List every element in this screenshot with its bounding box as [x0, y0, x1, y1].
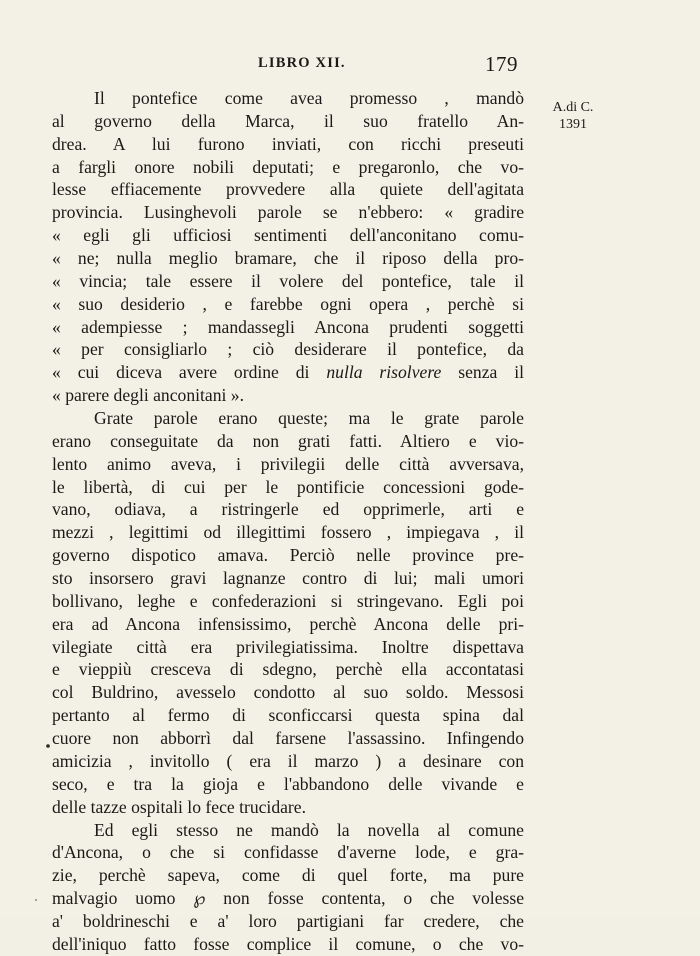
text-line: seco, e tra la gioja e l'abbandono delle vivande e — [52, 773, 524, 794]
text-line: « per consigliarlo ; ciò desiderare il pontefice, da — [52, 339, 524, 360]
text-line: « parere degli anconitani ». — [52, 385, 244, 406]
text-line: governo dispotico amava. Perciò nelle province pre- — [52, 545, 524, 566]
margin-note-era: A.di C. — [552, 100, 594, 115]
text-line: « ne; nulla meglio bramare, che il riposo della pro- — [52, 248, 524, 269]
text-line: vilegiate città era privilegiatissima. Inoltre dispettava — [52, 636, 524, 657]
page-number: 179 — [485, 52, 518, 76]
text-line: « adempiesse ; mandassegli Ancona prudenti soggetti — [52, 316, 524, 337]
text-line: provincia. Lusinghevoli parole se n'ebbero: « gradire — [52, 202, 524, 223]
book-section-label: LIBRO XII. — [258, 55, 346, 71]
text-line: cuore non abborrì dal farsene l'assassino. Infingendo — [52, 728, 524, 749]
text-line: Grate parole erano queste; ma le grate parole — [94, 408, 524, 429]
text-line: col Buldrino, avesselo condotto al suo soldo. Messosi — [52, 682, 524, 703]
text-line: e vieppiù cresceva di sdegno, perchè ella accontatasi — [52, 659, 524, 680]
text-line: vano, odiava, a ristringerle ed opprimerle, arti e — [52, 499, 524, 520]
text-line: drea. A lui furono inviati, con ricchi preseuti — [52, 133, 524, 154]
text-line: amicizia , invitollo ( era il marzo ) a desinare con — [52, 750, 524, 771]
text-line: zie, perchè sapeva, come di quel forte, ma pure — [52, 865, 524, 886]
text-line: lento animo aveva, i privilegii delle città avversava, — [52, 453, 524, 474]
text-line: malvagio uomo ℘ non fosse contenta, o che volesse — [52, 888, 524, 909]
text-line: erano conseguitate da non grati fatti. Altiero e vio- — [52, 430, 524, 451]
italic-phrase: nulla risolvere — [326, 362, 442, 383]
text-line: Ed egli stesso ne mandò la novella al comune — [94, 819, 524, 840]
text-line: al governo della Marca, il suo fratello An- — [52, 110, 524, 131]
text-line: era ad Ancona infensissimo, perchè Ancona delle pri- — [52, 613, 524, 634]
text-line: dell'iniquo fatto fosse complice il comune, o che vo- — [52, 933, 524, 954]
text-line: « cui diceva avere ordine di nulla risolvere senza il — [52, 362, 524, 383]
ink-speck — [35, 899, 37, 901]
text-line: sto insorsero gravi lagnanze contro di lui; mali umori — [52, 568, 524, 589]
text-line: « egli gli ufficiosi sentimenti dell'anconitano comu- — [52, 225, 524, 246]
text-line: d'Ancona, o che si confidasse d'averne lode, e gra- — [52, 842, 524, 863]
text-line: le libertà, di cui per le pontificie concessioni gode- — [52, 476, 524, 497]
text-line: Il pontefice come avea promesso , mandò — [94, 88, 524, 108]
text-line: lesse effiacemente provvedere alla quiete dell'agitata — [52, 179, 524, 200]
text-line: bollivano, leghe e confederazioni si stringevano. Egli poi — [52, 590, 524, 611]
margin-note-year: 1391 — [559, 117, 587, 132]
text-line: delle tazze ospitali lo fece trucidare. — [52, 796, 306, 817]
text-line: mezzi , legittimi od illegittimi fossero , impiegava , il — [52, 522, 524, 543]
text-line: « vincia; tale essere il volere del pontefice, tale il — [52, 270, 524, 291]
ink-speck — [46, 744, 50, 748]
text-line: a fargli onore nobili deputati; e pregaronlo, che vo- — [52, 156, 524, 177]
text-line: a' boldrineschi e a' loro partigiani far credere, che — [52, 910, 524, 931]
text-line: « suo desiderio , e farebbe ogni opera , perchè si — [52, 293, 524, 314]
text-line: pertanto al fermo di sconficcarsi questa spina dal — [52, 705, 524, 726]
